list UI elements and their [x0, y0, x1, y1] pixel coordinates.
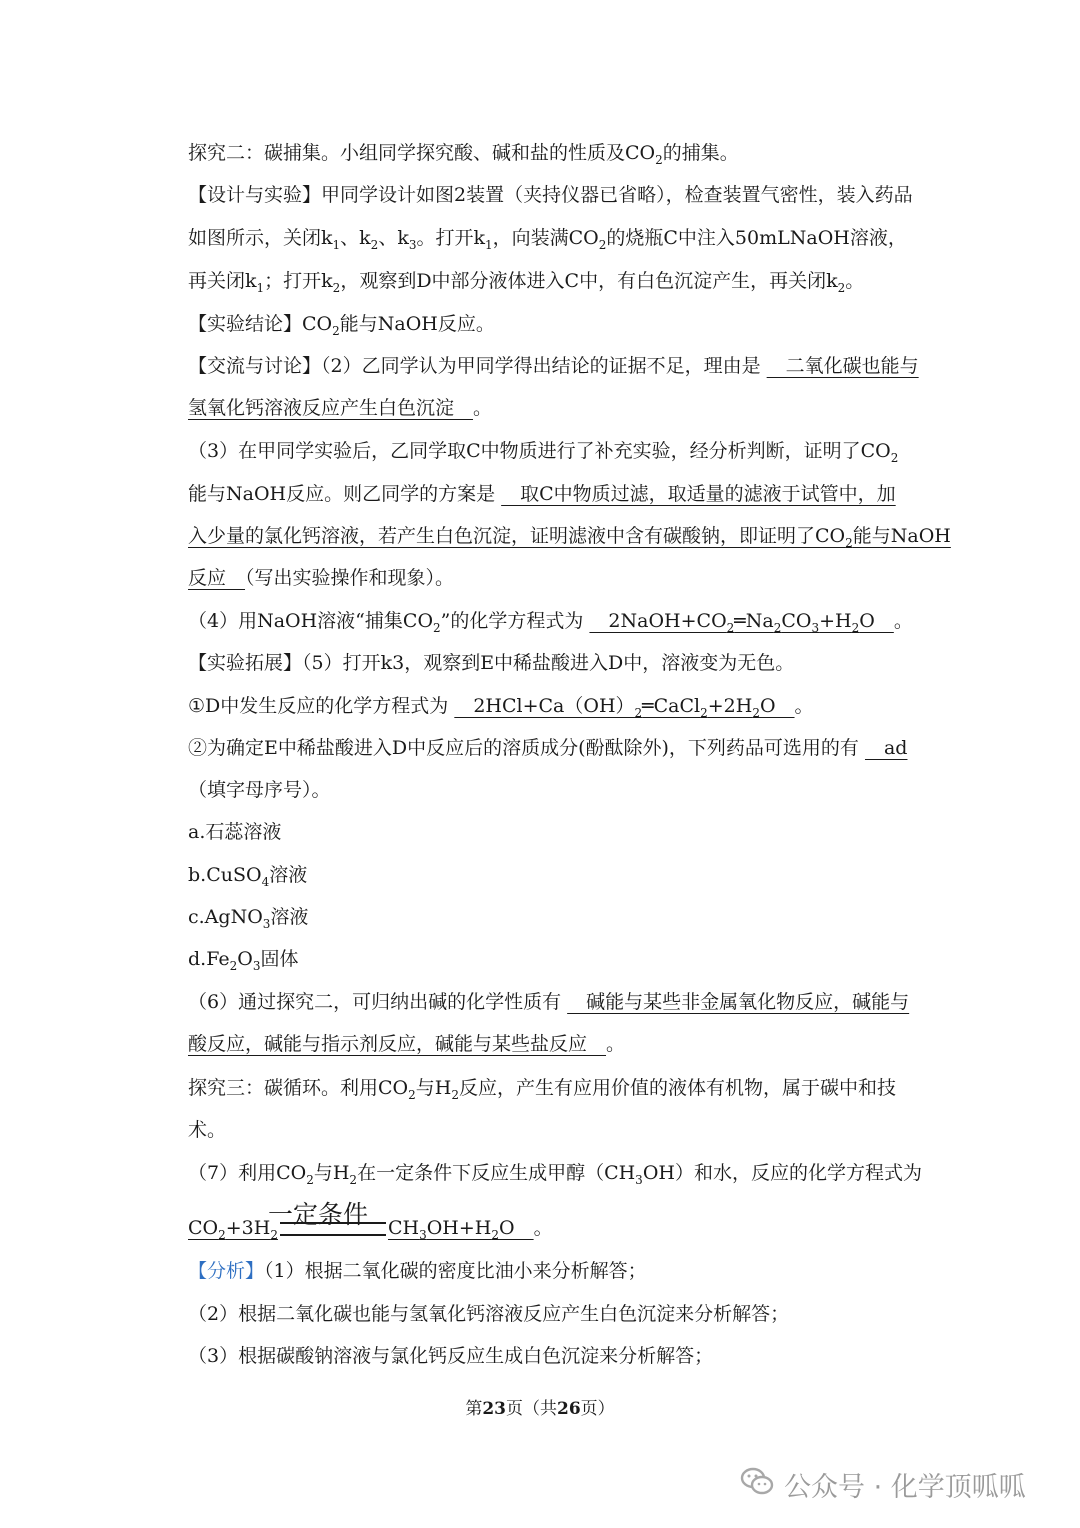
answer-6: 碱能与某些非金属氧化物反应，碱能与 — [567, 991, 910, 1013]
text-line: 【设计与实验】甲同学设计如图2装置（夹持仪器已省略），检查装置气密性，装入药品 — [188, 184, 913, 206]
text-line: 探究三：碳循环。利用$CO_2$与$H_2$反应，产生有应用价值的液体有机物，属于碳中和技 — [188, 1077, 896, 1102]
answer-3: 取C中物质过滤，取适量的滤液于试管中，加 — [501, 483, 896, 505]
answer-3-cont: 入少量的氯化钙溶液，若产生白色沉淀，证明滤液中含有碳酸钠，即证明了$CO_2$能与NaOH — [188, 525, 951, 550]
answer-5-1: $2HCl+Ca(OH)_2═CaCl_2+2H_2O$ — [454, 695, 795, 720]
equals-sign — [280, 1222, 386, 1236]
text-line: （填字母序号）。 — [188, 779, 331, 801]
wechat-icon — [740, 1466, 774, 1503]
answer-6-cont: 酸反应，碱能与指示剂反应，碱能与某些盐反应 — [188, 1033, 607, 1055]
answer-4: $2NaOH+CO_2═Na_2CO_3+H_2O$ — [589, 610, 894, 635]
watermark-text: 公众号 · 化学顶呱呱 — [784, 1471, 1026, 1503]
answer-2-cont: 氢氧化钙溶液反应产生白色沉淀 — [188, 397, 474, 419]
text-line: 酸反应，碱能与指示剂反应，碱能与某些盐反应 。 — [188, 1033, 626, 1055]
text-line: 探究二：碳捕集。小组同学探究酸、碱和盐的性质及$CO_2$的捕集。 — [188, 142, 739, 167]
reaction-condition: 一定条件 — [268, 1200, 369, 1229]
text-line: （6）通过探究二，可归纳出碱的化学性质有 碱能与某些非金属氧化物反应，碱能与 — [188, 991, 910, 1013]
text-line: 【交流与讨论】（2）乙同学认为甲同学得出结论的证据不足，理由是 二氧化碳也能与 — [188, 355, 919, 377]
text-line: 术。 — [188, 1119, 227, 1141]
option-c: c.AgNO$_3$溶液 — [188, 906, 309, 931]
text-line: （3）在甲同学实验后，乙同学取C中物质进行了补充实验，经分析判断，证明了$CO_2$ — [188, 440, 899, 465]
answer-3-end: 反应 — [188, 567, 246, 589]
answer-5-2: ad — [864, 737, 908, 759]
answer-7: $CO_2+3H_2$ $CH_3OH+H_2O$ 。 — [188, 1217, 553, 1242]
option-a: a.石蕊溶液 — [188, 821, 282, 843]
text-line: ①D中发生反应的化学方程式为 $2HCl+Ca(OH)_2═CaCl_2+2H_2O$ 。 — [188, 695, 814, 720]
answer-2: 二氧化碳也能与 — [766, 355, 919, 377]
watermark — [740, 1462, 1060, 1506]
text-line: 【实验结论】$CO_2$能与NaOH反应。 — [188, 313, 495, 338]
text-line: ②为确定E中稀盐酸进入D中反应后的溶质成分(酚酞除外)，下列药品可选用的有 ad — [188, 737, 908, 759]
text-line: 【实验拓展】（5）打开k3，观察到E中稀盐酸进入D中，溶液变为无色。 — [188, 652, 795, 674]
text-line: （4）用NaOH溶液“捕集$CO_2$”的化学方程式为 $2NaOH+CO_2═Na_2CO_3+H_2O$ 。 — [188, 610, 913, 635]
option-b: b.CuSO$_4$溶液 — [188, 864, 308, 889]
analysis-label: 【分析】 — [188, 1260, 265, 1282]
analysis-line: （2）根据二氧化碳也能与氢氧化钙溶液反应产生白色沉淀来分析解答； — [188, 1303, 790, 1325]
text-line: 再关闭$k_1$；打开$k_2$，观察到D中部分液体进入C中，有白色沉淀产生，再关闭$k_2$。 — [188, 270, 865, 295]
analysis-line: 【分析】（1）根据二氧化碳的密度比油小来分析解答； — [188, 1260, 647, 1282]
text-line: 能与NaOH反应。则乙同学的方案是 取C中物质过滤，取适量的滤液于试管中，加 — [188, 483, 896, 505]
page-footer: 第23页（共26页） — [465, 1399, 615, 1419]
text-line: 反应 （写出实验操作和现象）。 — [188, 567, 455, 589]
text-line — [188, 521, 951, 551]
analysis-line: （3）根据碳酸钠溶液与氯化钙反应生成白色沉淀来分析解答； — [188, 1345, 714, 1367]
text-line: 如图所示，关闭$k_1$、$k_2$、$k_3$。打开$k_1$，向装满$CO_2$的烧瓶C中注入50mLNaOH溶液， — [188, 227, 907, 252]
option-d: $d.Fe_2O_3$固体 — [188, 948, 299, 973]
text-line: 氢氧化钙溶液反应产生白色沉淀 。 — [188, 397, 493, 419]
text-line: （7）利用$CO_2$与$H_2$在一定条件下反应生成甲醇$(CH_3OH)$和水，反应的化学方程式为 — [188, 1162, 922, 1187]
